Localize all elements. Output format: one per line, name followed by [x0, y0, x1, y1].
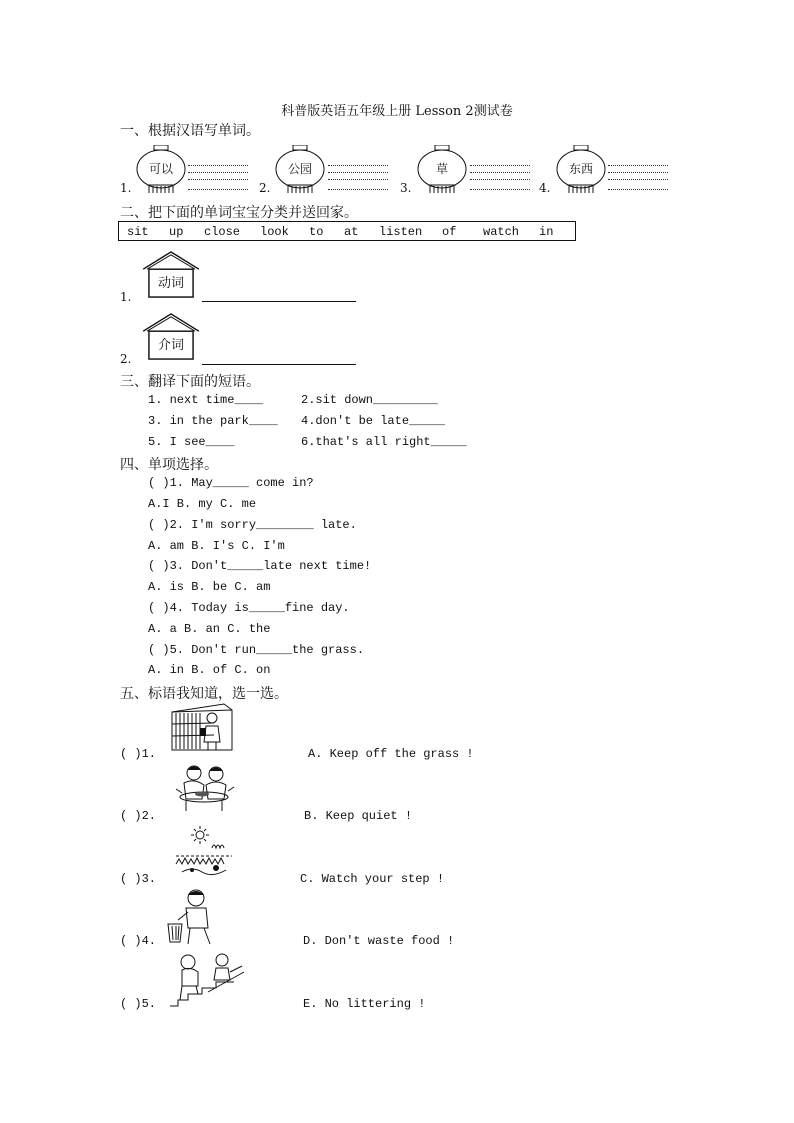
section-4-heading: 四、单项选择。: [120, 457, 218, 473]
match-option: A. Keep off the grass !: [308, 747, 474, 761]
match-option: C. Watch your step !: [300, 872, 445, 886]
options-line: A. is B. be C. am: [148, 580, 271, 594]
match-number: ( )3.: [120, 872, 157, 886]
question-line: ( )1. May_____ come in?: [148, 476, 314, 490]
phrase-item: 6.that's all right_____: [301, 435, 467, 449]
item-number: 1.: [120, 290, 132, 304]
answer-line: [202, 364, 356, 365]
word-bank-word: close: [204, 225, 241, 239]
word-bank-word: of: [442, 225, 457, 239]
match-number: ( )2.: [120, 809, 157, 823]
match-number: ( )1.: [120, 747, 157, 761]
house-label: 介词: [157, 338, 184, 353]
page-title: 科普版英语五年级上册 Lesson 2测试卷: [281, 104, 513, 119]
kids-stairs-picture: [168, 950, 248, 1008]
item-number: 2.: [259, 181, 271, 195]
children-eating-picture: [172, 763, 236, 813]
match-number: ( )4.: [120, 934, 157, 948]
question-line: ( )5. Don't run_____the grass.: [148, 643, 365, 657]
options-line: A. a B. an C. the: [148, 622, 271, 636]
section-3-heading: 三、翻译下面的短语。: [120, 374, 260, 390]
word-bank-word: look: [260, 225, 289, 239]
question-line: ( )4. Today is_____fine day.: [148, 601, 350, 615]
question-line: ( )3. Don't_____late next time!: [148, 559, 372, 573]
match-number: ( )5.: [120, 997, 157, 1011]
options-line: A. in B. of C. on: [148, 663, 271, 677]
match-option: E. No littering !: [303, 997, 426, 1011]
lantern-word: 公园: [287, 162, 312, 176]
options-line: A. am B. I's C. I'm: [148, 539, 285, 553]
word-bank-word: to: [309, 225, 324, 239]
phrase-item: 4.don't be late_____: [301, 414, 446, 428]
word-bank-box: [118, 221, 576, 241]
answer-line: [202, 301, 356, 302]
word-bank-word: up: [169, 225, 184, 239]
item-number: 1.: [120, 181, 132, 195]
section-1-heading: 一、根据汉语写单词。: [120, 123, 260, 139]
item-number: 3.: [400, 181, 412, 195]
word-bank-word: sit: [127, 225, 149, 239]
phrase-item: 5. I see____: [148, 435, 235, 449]
lantern-word: 东西: [568, 162, 593, 176]
match-option: B. Keep quiet !: [304, 809, 413, 823]
options-line: A.I B. my C. me: [148, 497, 257, 511]
section-5-heading: 五、标语我知道，选一选。: [120, 686, 288, 702]
word-bank-word: watch: [483, 225, 520, 239]
lantern-word: 草: [435, 162, 448, 176]
section-2-heading: 二、把下面的单词宝宝分类并送回家。: [120, 205, 358, 221]
house-label: 动词: [157, 276, 184, 291]
word-bank-word: at: [344, 225, 359, 239]
match-option: D. Don't waste food !: [303, 934, 455, 948]
item-number: 2.: [120, 352, 132, 366]
word-bank-word: in: [539, 225, 554, 239]
library-bookshelf-picture: [170, 702, 234, 752]
phrase-item: 3. in the park____: [148, 414, 278, 428]
phrase-item: 1. next time____: [148, 393, 264, 407]
grass-sun-picture: [172, 826, 236, 882]
boy-trash-bin-picture: [166, 888, 222, 946]
lantern-word: 可以: [148, 162, 173, 176]
phrase-item: 2.sit down_________: [301, 393, 438, 407]
item-number: 4.: [539, 181, 551, 195]
word-bank-word: listen: [379, 225, 423, 239]
question-line: ( )2. I'm sorry________ late.: [148, 518, 357, 532]
